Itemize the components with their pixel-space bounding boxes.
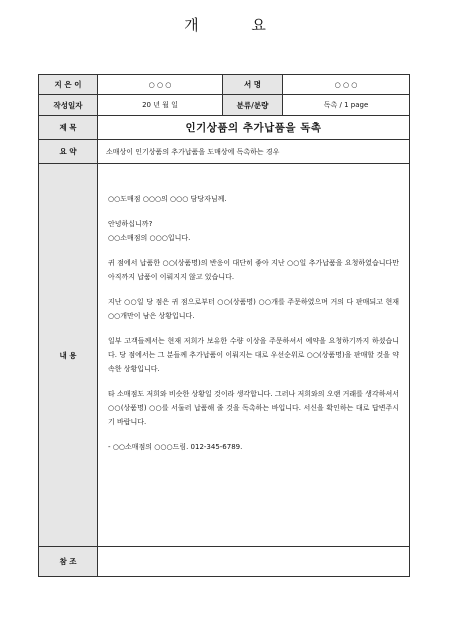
- summary-label: 요 약: [39, 140, 98, 164]
- signature-line: - ○○소매점의 ○○○드림. 012-345-6789.: [108, 443, 243, 451]
- greeting-sender: ○○소매점의 ○○○입니다.: [108, 234, 191, 242]
- summary-value: 소매상이 인기상품의 추가납품을 도매상에 독촉하는 경우: [98, 140, 410, 164]
- greeting-block: [108, 217, 399, 245]
- category-label: 분류/분량: [223, 95, 283, 116]
- author-value: ○ ○ ○: [98, 75, 223, 95]
- date-value: 20 년 월 일: [98, 95, 223, 116]
- paragraph-customers: 일부 고객들께서는 현재 저희가 보유한 수량 이상을 주문하셔서 예약을 요청하기까지 하셨습니다. 당 점에서는 그 분들께 추가납품이 이뤄지는 대로 우선순위로 ○○(상품명)을 판매할 것을 약속한 상황입니다.: [108, 337, 399, 373]
- paragraph-request: 귀 점에서 납품한 ○○(상품명)의 반응이 대단히 좋아 지난 ○○일 추가납품을 요청하였습니다만 아직까지 납품이 이뤄지지 않고 있습니다.: [108, 259, 399, 281]
- reference-value: [98, 547, 410, 577]
- greeting-recipient: ○○도매점 ○○○의 ○○○ 담당자님께.: [108, 195, 227, 203]
- content-label: 내 용: [39, 164, 98, 547]
- signature-label: 서 명: [223, 75, 283, 95]
- greeting-hello: 안녕하십니까?: [108, 220, 153, 228]
- paragraph-order: 지난 ○○일 당 점은 귀 점으로부터 ○○(상품명) ○○개를 주문하였으며 거의 다 판매되고 현재 ○○개만이 남은 상황입니다.: [108, 298, 399, 320]
- date-label: 작성일자: [39, 95, 98, 116]
- subject-value: 인기상품의 추가납품을 독촉: [98, 116, 410, 140]
- author-label: 지 은 이: [39, 75, 98, 95]
- content-body: [98, 164, 410, 547]
- document-title: 개 요: [184, 16, 290, 34]
- paragraph-urge: 타 소매점도 저희와 비슷한 상황일 것이라 생각합니다. 그러나 저희와의 오랜 거래를 생각하셔서 ○○(상품명) ○○를 서둘러 납품해 줄 것을 독촉하는 바입니다. 서신을 확인하는 대로 답변주시기 바랍니다.: [108, 390, 399, 426]
- signature-value: ○ ○ ○: [283, 75, 410, 95]
- category-value: 독촉 / 1 page: [283, 95, 410, 116]
- subject-label: 제 목: [39, 116, 98, 140]
- reference-label: 참 조: [39, 547, 98, 577]
- summary-table: [38, 74, 410, 577]
